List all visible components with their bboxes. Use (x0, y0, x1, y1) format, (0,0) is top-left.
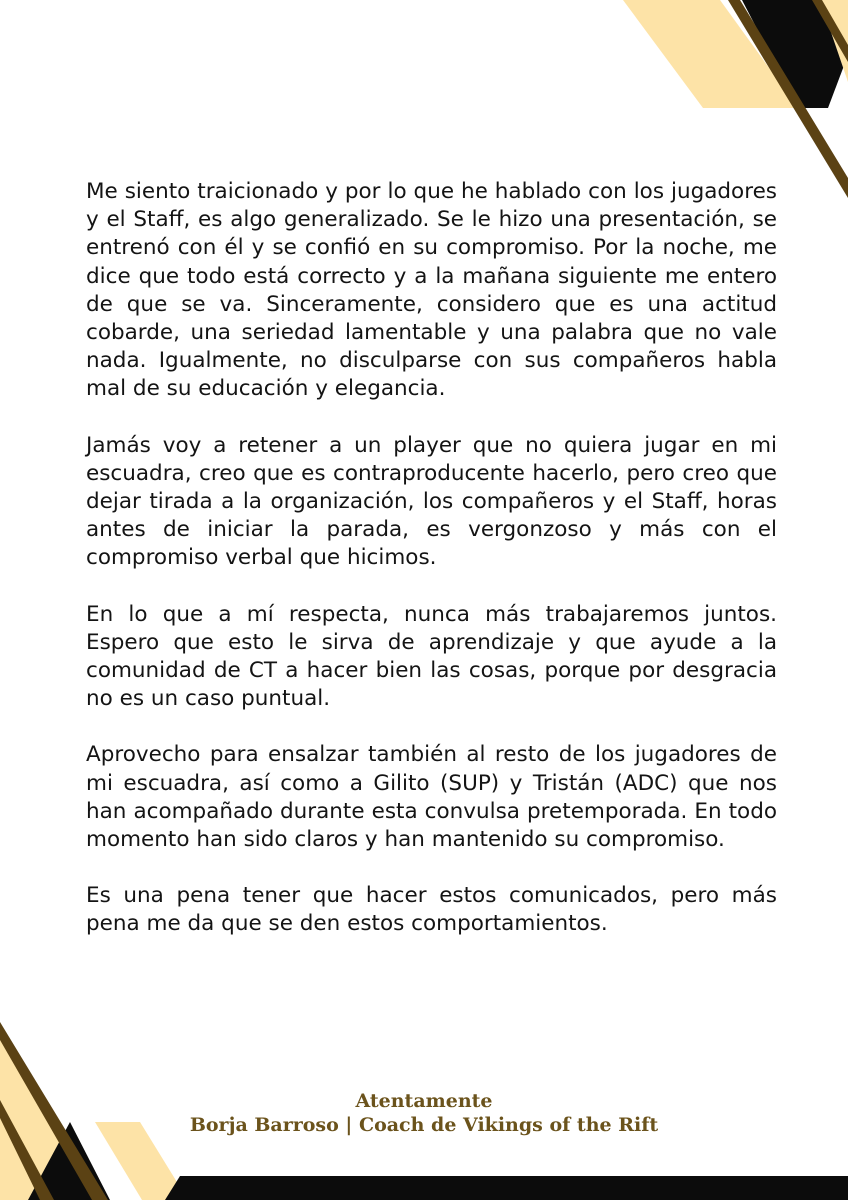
paragraph-1: Me siento traicionado y por lo que he hablado con los jugadores y el Staff, es algo generalizado. Se le hizo una presentación, se entrenó con él y se confió en su compromiso. Por la noche, me dice que todo está correcto y a la mañana siguiente me entero de que se va. Sinceramente, considero que es una actitud cobarde, una seriedad lamentable y una palabra que no vale nada. Igualmente, no disculparse con sus compañeros habla mal de su educación y elegancia. (86, 179, 777, 402)
paragraph-4: Aprovecho para ensalzar también al resto de los jugadores de mi escuadra, así como a Gilito (SUP) y Tristán (ADC) que nos han acompañado durante esta convulsa pretemporada. En todo momento han sido claros y han mantenido su compromiso. (86, 742, 777, 853)
signature-name: Borja Barroso | Coach de Vikings of the Rift (189, 1114, 659, 1136)
signature-block (0, 1089, 848, 1137)
paragraph-2: Jamás voy a retener a un player que no quiera jugar en mi escuadra, creo que es contraproducente hacerlo, pero creo que dejar tirada a la organización, los compañeros y el Staff, horas antes de iniciar la parada, es vergonzoso y más con el compromiso verbal que hicimos. (86, 432, 777, 571)
signature-closing: Atentamente (355, 1090, 493, 1112)
paragraph-5: Es una pena tener que hacer estos comunicados, pero más pena me da que se den estos comportamientos. (86, 883, 777, 937)
paragraph-3: En lo que a mí respecta, nunca más trabajaremos juntos. Espero que esto le sirva de aprendizaje y que ayude a la comunidad de CT a hacer bien las cosas, porque por desgracia no es un caso puntual. (86, 601, 777, 712)
letter-body (86, 178, 777, 967)
bottom-black-bar (165, 1176, 848, 1200)
